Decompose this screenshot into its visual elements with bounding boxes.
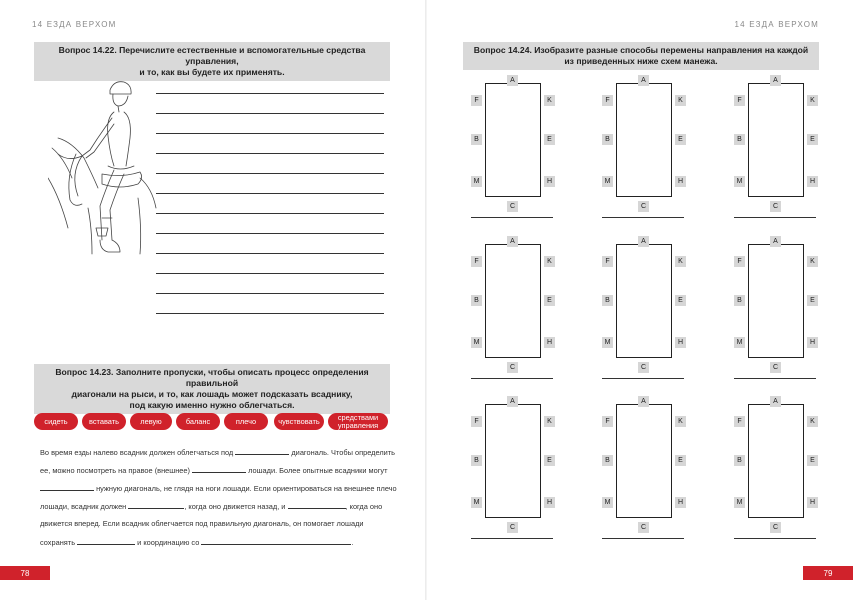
word-chip[interactable]: средствами управления (328, 413, 388, 430)
arena-marker: B (734, 134, 745, 145)
arena-marker: M (471, 497, 482, 508)
fill-blank[interactable] (128, 501, 184, 509)
arena-diagram[interactable] (471, 396, 559, 546)
answer-line[interactable] (602, 378, 684, 379)
arena-marker: C (638, 362, 649, 373)
arena-marker: F (602, 256, 613, 267)
paragraph-line-5 (40, 519, 364, 528)
arena-marker: F (734, 256, 745, 267)
arena-marker: H (675, 337, 686, 348)
paragraph-text: , когда оно движется назад, и (184, 502, 286, 511)
answer-line[interactable] (471, 217, 553, 218)
arena-marker: E (807, 455, 818, 466)
answer-line[interactable] (156, 113, 384, 114)
arena-marker: H (544, 176, 555, 187)
fill-blank[interactable] (201, 537, 354, 547)
arena-diagram[interactable] (734, 75, 822, 225)
arena-marker: K (675, 416, 686, 427)
arena-marker: F (471, 416, 482, 427)
arena-marker: H (544, 337, 555, 348)
arena-rectangle[interactable] (748, 83, 804, 197)
paragraph-text: ее, можно посмотреть на правое (внешнее) (40, 466, 190, 475)
answer-line[interactable] (156, 173, 384, 174)
question-14-23-box (34, 364, 390, 414)
arena-marker: A (507, 396, 518, 407)
arena-marker: A (638, 75, 649, 86)
arena-marker: C (770, 522, 781, 533)
arena-marker: C (507, 201, 518, 212)
answer-line[interactable] (156, 193, 384, 194)
arena-diagram[interactable] (471, 75, 559, 225)
arena-marker: A (638, 396, 649, 407)
arena-marker: A (507, 236, 518, 247)
arena-marker: F (602, 416, 613, 427)
question-14-22-line1: Вопрос 14.22. Перечислите естественные и вспомогательные средства управления, (58, 45, 366, 66)
word-chip[interactable]: баланс (176, 413, 220, 430)
arena-marker: C (507, 362, 518, 373)
arena-marker: A (770, 396, 781, 407)
question-14-23-line1: Вопрос 14.23. Заполните пропуски, чтобы описать процесс определения правильной (55, 367, 369, 388)
paragraph-text: и координацию со (137, 538, 200, 547)
arena-marker: M (602, 176, 613, 187)
paragraph-text: лошади. Более опытные всадники могут (248, 466, 388, 475)
answer-line[interactable] (156, 153, 384, 154)
word-chip[interactable]: плечо (224, 413, 268, 430)
arena-marker: A (770, 75, 781, 86)
paragraph-line-2 (40, 465, 388, 475)
arena-marker: E (675, 134, 686, 145)
fill-blank[interactable] (40, 483, 94, 491)
arena-marker: A (638, 236, 649, 247)
paragraph-line-3 (40, 483, 397, 493)
left-page (0, 0, 426, 600)
arena-rectangle[interactable] (616, 404, 672, 518)
arena-marker: E (544, 134, 555, 145)
arena-marker: M (734, 337, 745, 348)
arena-marker: M (602, 497, 613, 508)
arena-rectangle[interactable] (748, 244, 804, 358)
arena-marker: K (807, 95, 818, 106)
arena-marker: C (770, 201, 781, 212)
paragraph-text: , когда оно (345, 502, 383, 511)
arena-rectangle[interactable] (485, 83, 541, 197)
fill-blank[interactable] (288, 501, 346, 509)
arena-marker: F (471, 95, 482, 106)
arena-marker: C (507, 522, 518, 533)
arena-marker: K (807, 416, 818, 427)
answer-line[interactable] (156, 313, 384, 314)
arena-marker: A (770, 236, 781, 247)
answer-line[interactable] (471, 538, 553, 539)
word-chip[interactable]: левую (130, 413, 172, 430)
running-head-left: 14 ЕЗДА ВЕРХОМ (32, 20, 117, 29)
question-14-23-line3: под какую именно нужно облегчаться. (129, 400, 295, 410)
arena-marker: B (734, 295, 745, 306)
arena-marker: B (471, 134, 482, 145)
fill-blank[interactable] (235, 447, 289, 455)
paragraph-line-1 (40, 447, 395, 457)
arena-marker: B (471, 295, 482, 306)
question-14-22-line2: и то, как вы будете их применять. (139, 67, 285, 77)
page-number-right: 79 (803, 566, 853, 580)
answer-line[interactable] (471, 378, 553, 379)
answer-line[interactable] (156, 213, 384, 214)
answer-line[interactable] (602, 217, 684, 218)
arena-rectangle[interactable] (485, 244, 541, 358)
arena-marker: B (602, 134, 613, 145)
arena-marker: M (734, 176, 745, 187)
arena-marker: C (770, 362, 781, 373)
arena-marker: C (638, 522, 649, 533)
arena-marker: F (734, 95, 745, 106)
question-14-24-line1: Вопрос 14.24. Изобразите разные способы перемены направления на каждой (473, 45, 809, 55)
fill-blank[interactable] (192, 465, 246, 473)
paragraph-text: диагональ. Чтобы определить (291, 448, 395, 457)
arena-marker: M (602, 337, 613, 348)
arena-rectangle[interactable] (616, 83, 672, 197)
answer-line[interactable] (156, 93, 384, 94)
answer-line[interactable] (734, 378, 816, 379)
answer-line[interactable] (734, 217, 816, 218)
paragraph-text: нужную диагональ, не глядя на ноги лошади. Если ориентироваться на внешнее плечо (96, 484, 397, 493)
question-14-24-line2: из приведенных ниже схем манежа. (564, 56, 718, 66)
paragraph-text: лошади, всадник должен (40, 502, 127, 511)
arena-marker: F (734, 416, 745, 427)
arena-marker: F (471, 256, 482, 267)
arena-marker: E (807, 295, 818, 306)
arena-diagram[interactable] (602, 396, 690, 546)
paragraph-text: Во время езды налево всадник должен облегчаться под (40, 448, 234, 457)
arena-marker: A (507, 75, 518, 86)
arena-marker: E (675, 295, 686, 306)
answer-line[interactable] (156, 293, 384, 294)
paragraph-line-6 (40, 537, 353, 547)
arena-marker: B (734, 455, 745, 466)
arena-diagram[interactable] (471, 236, 559, 386)
arena-marker: K (544, 95, 555, 106)
fill-blank[interactable] (77, 537, 135, 545)
answer-line[interactable] (156, 233, 384, 234)
answer-line[interactable] (156, 253, 384, 254)
answer-line[interactable] (156, 133, 384, 134)
paragraph-line-4 (40, 501, 382, 511)
paragraph-text: . (351, 538, 354, 547)
paragraph-text: сохранять (40, 538, 76, 547)
arena-diagram[interactable] (734, 396, 822, 546)
word-chip[interactable]: сидеть (34, 413, 78, 430)
arena-marker: C (638, 201, 649, 212)
arena-marker: M (734, 497, 745, 508)
question-14-23-line2: диагонали на рыси, и то, как лошадь может подсказать всаднику, (71, 389, 353, 399)
arena-marker: K (807, 256, 818, 267)
arena-rectangle[interactable] (616, 244, 672, 358)
paragraph-text: движется вперед. Если всадник облегчается под правильную диагональ, он помогает лошади (40, 519, 364, 528)
arena-marker: F (602, 95, 613, 106)
page-number-left: 78 (0, 566, 50, 580)
arena-marker: M (471, 176, 482, 187)
arena-marker: H (807, 176, 818, 187)
word-chip[interactable]: чувствовать (274, 413, 324, 430)
arena-marker: H (807, 337, 818, 348)
arena-marker: K (544, 416, 555, 427)
arena-diagram[interactable] (734, 236, 822, 386)
question-14-24-box (463, 42, 819, 70)
arena-marker: E (544, 295, 555, 306)
arena-rectangle[interactable] (748, 404, 804, 518)
question-14-22-box (34, 42, 390, 81)
arena-marker: H (675, 497, 686, 508)
arena-marker: B (602, 295, 613, 306)
arena-marker: M (471, 337, 482, 348)
running-head-right: 14 ЕЗДА ВЕРХОМ (734, 20, 819, 29)
answer-line[interactable] (734, 538, 816, 539)
arena-marker: B (602, 455, 613, 466)
arena-marker: K (675, 95, 686, 106)
answer-line[interactable] (602, 538, 684, 539)
arena-rectangle[interactable] (485, 404, 541, 518)
arena-diagram[interactable] (602, 236, 690, 386)
arena-marker: E (675, 455, 686, 466)
arena-diagram[interactable] (602, 75, 690, 225)
arena-marker: E (807, 134, 818, 145)
rider-illustration (48, 78, 158, 258)
arena-marker: H (544, 497, 555, 508)
right-page (427, 0, 853, 600)
arena-marker: K (675, 256, 686, 267)
answer-line[interactable] (156, 273, 384, 274)
arena-marker: K (544, 256, 555, 267)
arena-marker: B (471, 455, 482, 466)
arena-marker: H (807, 497, 818, 508)
arena-marker: E (544, 455, 555, 466)
word-chip[interactable]: вставать (82, 413, 126, 430)
arena-marker: H (675, 176, 686, 187)
